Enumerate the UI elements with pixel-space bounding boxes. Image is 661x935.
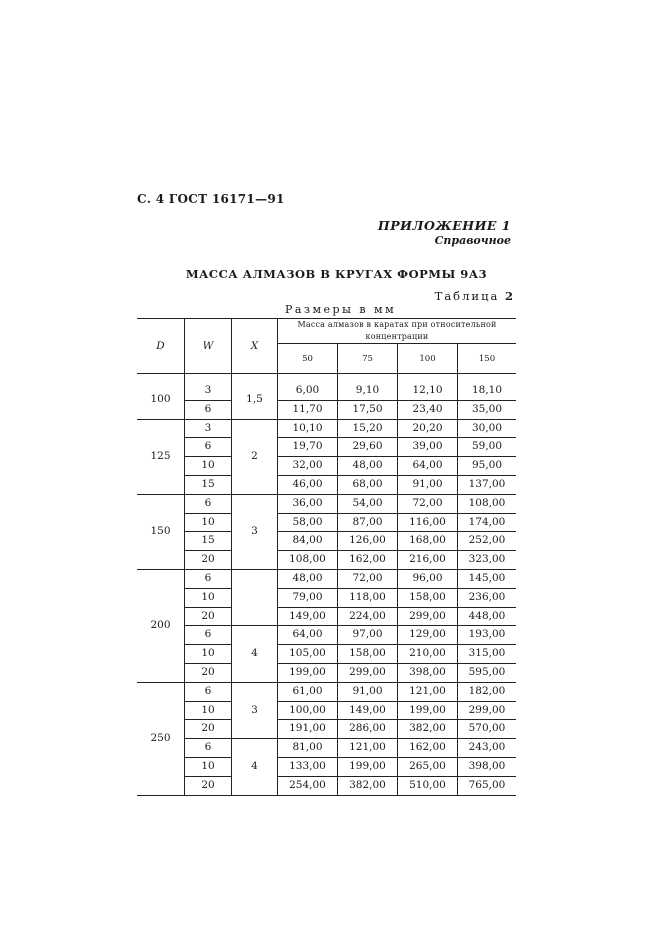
cell-mass: 20,20 [398, 419, 458, 438]
cell-w: 20 [185, 776, 232, 795]
table-row [137, 645, 516, 664]
cell-mass: 29,60 [338, 438, 398, 457]
cell-mass: 149,00 [278, 607, 338, 626]
cell-x [232, 569, 278, 625]
cell-mass: 91,00 [398, 475, 458, 494]
table-caption [435, 289, 513, 303]
table-row [137, 701, 516, 720]
document-title: МАССА АЛМАЗОВ В КРУГАХ ФОРМЫ 9А3 [185, 267, 488, 281]
cell-d: 125 [137, 419, 185, 494]
cell-mass: 252,00 [458, 532, 517, 551]
appendix-block [378, 218, 511, 247]
cell-w: 10 [185, 701, 232, 720]
cell-w: 10 [185, 457, 232, 476]
cell-mass: 210,00 [398, 645, 458, 664]
cell-mass: 36,00 [278, 494, 338, 513]
header-mass: Масса алмазов в каратах при относительной концентрации [278, 319, 517, 344]
cell-x: 2 [232, 419, 278, 494]
cell-x: 4 [232, 626, 278, 682]
cell-x: 3 [232, 682, 278, 738]
cell-mass: 121,00 [398, 682, 458, 701]
cell-mass: 84,00 [278, 532, 338, 551]
table-row [137, 457, 516, 476]
cell-mass: 133,00 [278, 757, 338, 776]
cell-w: 10 [185, 645, 232, 664]
table-body [137, 374, 516, 796]
cell-w: 6 [185, 682, 232, 701]
appendix-label: ПРИЛОЖЕНИЕ 1 [377, 218, 511, 233]
cell-w: 3 [185, 382, 232, 400]
table-row [137, 569, 516, 588]
table-number: 2 [504, 289, 513, 303]
cell-mass: 158,00 [398, 588, 458, 607]
cell-mass: 72,00 [338, 569, 398, 588]
cell-mass: 118,00 [338, 588, 398, 607]
cell-mass: 129,00 [398, 626, 458, 645]
cell-mass: 137,00 [458, 475, 517, 494]
table-row [137, 588, 516, 607]
cell-mass: 17,50 [338, 400, 398, 419]
header-d: D [137, 319, 185, 374]
header-conc-50: 50 [278, 344, 338, 374]
header-x: X [232, 319, 278, 374]
cell-d: 100 [137, 382, 185, 419]
cell-mass: 64,00 [278, 626, 338, 645]
cell-mass: 95,00 [458, 457, 517, 476]
cell-mass: 236,00 [458, 588, 517, 607]
table-row [137, 663, 516, 682]
header-conc-75: 75 [338, 344, 398, 374]
page-header: С. 4 ГОСТ 16171—91 [137, 192, 285, 206]
cell-mass: 6,00 [278, 382, 338, 400]
cell-mass: 81,00 [278, 739, 338, 758]
cell-mass: 765,00 [458, 776, 517, 795]
cell-mass: 299,00 [338, 663, 398, 682]
cell-w: 15 [185, 532, 232, 551]
cell-d: 200 [137, 569, 185, 682]
cell-mass: 87,00 [338, 513, 398, 532]
table-row [137, 494, 516, 513]
cell-mass: 100,00 [278, 701, 338, 720]
cell-mass: 121,00 [338, 739, 398, 758]
cell-x: 4 [232, 739, 278, 795]
cell-mass: 174,00 [458, 513, 517, 532]
cell-mass: 126,00 [338, 532, 398, 551]
cell-w: 10 [185, 513, 232, 532]
cell-mass: 59,00 [458, 438, 517, 457]
cell-mass: 18,10 [458, 382, 517, 400]
cell-d: 150 [137, 494, 185, 569]
cell-mass: 68,00 [338, 475, 398, 494]
table-row [137, 682, 516, 701]
table-row [137, 720, 516, 739]
table-row [137, 419, 516, 438]
table-row [137, 382, 516, 400]
cell-mass: 48,00 [278, 569, 338, 588]
cell-mass: 9,10 [338, 382, 398, 400]
cell-w: 15 [185, 475, 232, 494]
table-row [137, 626, 516, 645]
cell-mass: 149,00 [338, 701, 398, 720]
cell-w: 10 [185, 757, 232, 776]
cell-mass: 97,00 [338, 626, 398, 645]
cell-mass: 315,00 [458, 645, 517, 664]
cell-w: 6 [185, 400, 232, 419]
cell-mass: 595,00 [458, 663, 517, 682]
cell-w: 20 [185, 720, 232, 739]
cell-mass: 382,00 [398, 720, 458, 739]
table-row [137, 438, 516, 457]
diamond-mass-table [137, 318, 516, 796]
cell-mass: 382,00 [338, 776, 398, 795]
cell-mass: 19,70 [278, 438, 338, 457]
cell-mass: 243,00 [458, 739, 517, 758]
header-w: W [185, 319, 232, 374]
cell-mass: 48,00 [338, 457, 398, 476]
cell-mass: 570,00 [458, 720, 517, 739]
cell-mass: 398,00 [398, 663, 458, 682]
cell-mass: 61,00 [278, 682, 338, 701]
spacer-row [137, 374, 516, 383]
cell-d: 250 [137, 682, 185, 795]
cell-mass: 108,00 [458, 494, 517, 513]
cell-w: 6 [185, 494, 232, 513]
cell-mass: 265,00 [398, 757, 458, 776]
cell-mass: 11,70 [278, 400, 338, 419]
cell-mass: 39,00 [398, 438, 458, 457]
table-label: Таблица [434, 289, 500, 303]
cell-mass: 224,00 [338, 607, 398, 626]
cell-mass: 182,00 [458, 682, 517, 701]
cell-mass: 162,00 [338, 551, 398, 570]
table-row [137, 400, 516, 419]
appendix-type: Справочное [434, 234, 511, 247]
cell-mass: 323,00 [458, 551, 517, 570]
header-conc-150: 150 [458, 344, 517, 374]
cell-mass: 145,00 [458, 569, 517, 588]
cell-mass: 286,00 [338, 720, 398, 739]
table-row [137, 532, 516, 551]
cell-mass: 12,10 [398, 382, 458, 400]
cell-mass: 191,00 [278, 720, 338, 739]
cell-mass: 299,00 [398, 607, 458, 626]
cell-mass: 58,00 [278, 513, 338, 532]
cell-mass: 299,00 [458, 701, 517, 720]
table-row [137, 475, 516, 494]
cell-w: 10 [185, 588, 232, 607]
cell-mass: 32,00 [278, 457, 338, 476]
cell-mass: 79,00 [278, 588, 338, 607]
cell-mass: 116,00 [398, 513, 458, 532]
cell-w: 20 [185, 607, 232, 626]
cell-w: 6 [185, 739, 232, 758]
cell-x: 3 [232, 494, 278, 569]
cell-mass: 64,00 [398, 457, 458, 476]
table-row [137, 607, 516, 626]
table-row [137, 739, 516, 758]
cell-mass: 199,00 [398, 701, 458, 720]
cell-mass: 193,00 [458, 626, 517, 645]
cell-mass: 168,00 [398, 532, 458, 551]
cell-w: 20 [185, 663, 232, 682]
table-row [137, 776, 516, 795]
cell-w: 6 [185, 569, 232, 588]
table-row [137, 513, 516, 532]
cell-mass: 72,00 [398, 494, 458, 513]
cell-mass: 23,40 [398, 400, 458, 419]
cell-mass: 199,00 [338, 757, 398, 776]
cell-w: 6 [185, 438, 232, 457]
cell-mass: 96,00 [398, 569, 458, 588]
cell-mass: 46,00 [278, 475, 338, 494]
header-conc-100: 100 [398, 344, 458, 374]
cell-mass: 162,00 [398, 739, 458, 758]
cell-mass: 448,00 [458, 607, 517, 626]
cell-mass: 216,00 [398, 551, 458, 570]
cell-mass: 54,00 [338, 494, 398, 513]
cell-mass: 398,00 [458, 757, 517, 776]
cell-mass: 254,00 [278, 776, 338, 795]
cell-mass: 91,00 [338, 682, 398, 701]
cell-mass: 510,00 [398, 776, 458, 795]
cell-w: 6 [185, 626, 232, 645]
cell-mass: 15,20 [338, 419, 398, 438]
cell-mass: 158,00 [338, 645, 398, 664]
cell-mass: 108,00 [278, 551, 338, 570]
table-row [137, 551, 516, 570]
cell-w: 20 [185, 551, 232, 570]
cell-x: 1,5 [232, 382, 278, 419]
cell-mass: 105,00 [278, 645, 338, 664]
cell-mass: 10,10 [278, 419, 338, 438]
cell-w: 3 [185, 419, 232, 438]
cell-mass: 35,00 [458, 400, 517, 419]
cell-mass: 199,00 [278, 663, 338, 682]
table-row [137, 757, 516, 776]
cell-mass: 30,00 [458, 419, 517, 438]
dimensions-note: Размеры в мм [285, 303, 397, 316]
